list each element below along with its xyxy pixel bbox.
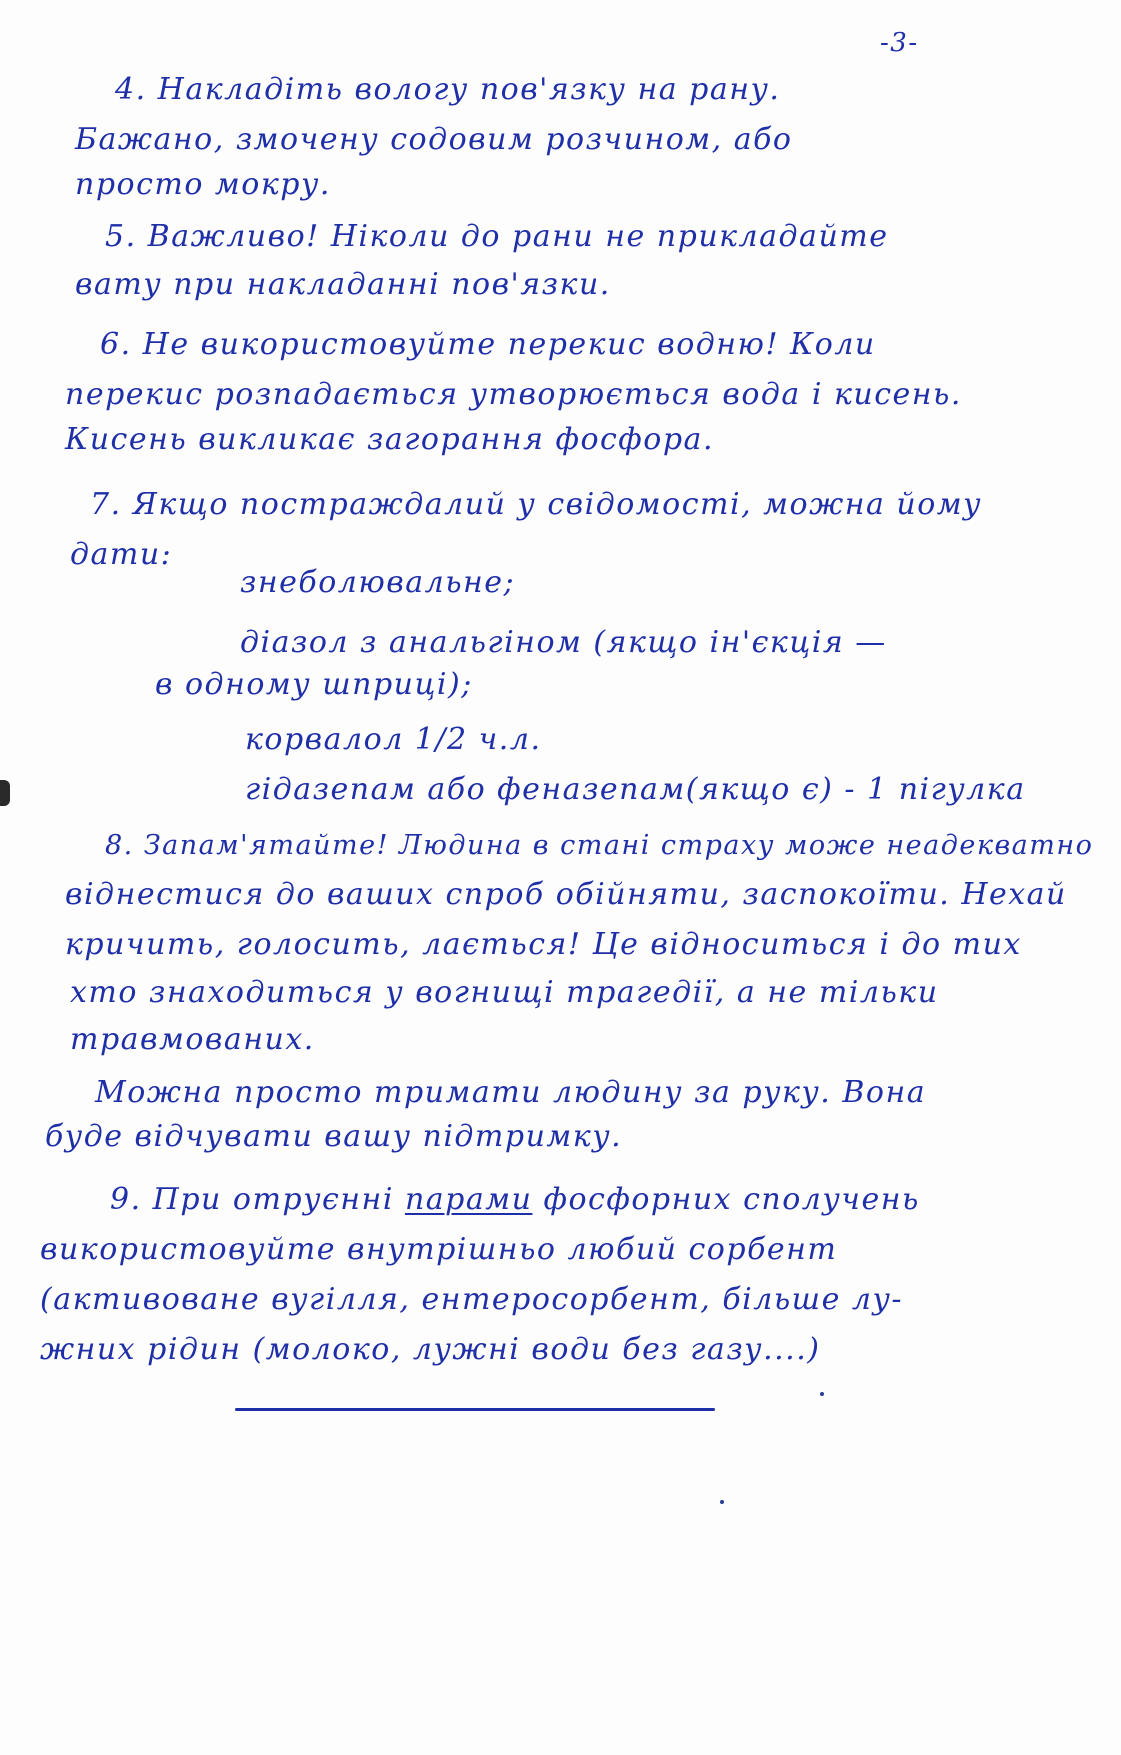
item-8-line-1: 8. Запам'ятайте! Людина в стані страху може неадекватно xyxy=(105,830,1094,861)
closing-underline xyxy=(235,1408,715,1411)
item-8-line-4: хто знаходиться у вогнищі трагедії, а не тільки xyxy=(70,975,939,1010)
item-6-line-2: перекис розпадається утворюється вода і кисень. xyxy=(65,377,962,412)
item-5-line-1: 5. Важливо! Ніколи до рани не прикладайте xyxy=(105,219,889,254)
item-8-line-2: віднестися до ваших спроб обійняти, заспокоїти. Нехай xyxy=(65,877,1067,912)
item-8-note-1: Можна просто тримати людину за руку. Вона xyxy=(95,1075,927,1110)
item-7-list-5: гідазепам або феназепам(якщо є) - 1 пігулка xyxy=(245,772,1026,807)
item-4-line-3: просто мокру. xyxy=(75,167,331,202)
item-7-line-2: дати: xyxy=(70,537,173,572)
page-number: -3- xyxy=(880,28,919,58)
item-4-line-2: Бажано, змочену содовим розчином, або xyxy=(75,122,793,157)
item-8-note-2: буде відчувати вашу підтримку. xyxy=(45,1119,623,1154)
ink-dot xyxy=(720,1500,724,1504)
item-7-line-1: 7. Якщо постраждалий у свідомості, можна йому xyxy=(90,487,983,522)
item-9-line-1-pre: 9. При отруєнні xyxy=(110,1182,405,1217)
item-9-line-3: (активоване вугілля, ентеросорбент, більше лу- xyxy=(40,1282,904,1317)
item-7-list-4: корвалол 1/2 ч.л. xyxy=(245,722,542,757)
item-7-list-1: знеболювальне; xyxy=(240,565,516,600)
item-9-line-4: жних рідин (молоко, лужні води без газу....) xyxy=(40,1332,821,1367)
item-9-underlined-word: парами xyxy=(404,1182,533,1217)
item-6-line-3: Кисень викликає загорання фосфора. xyxy=(65,422,714,457)
item-9-line-1 xyxy=(110,1182,920,1217)
item-7-list-3: в одному шприці); xyxy=(155,667,473,702)
binding-mark xyxy=(0,780,10,806)
item-5-line-2: вату при накладанні пов'язки. xyxy=(75,267,611,302)
item-8-line-5: травмованих. xyxy=(70,1022,315,1057)
ink-dot xyxy=(820,1392,824,1396)
item-9-line-2: використовуйте внутрішньо любий сорбент xyxy=(40,1232,838,1267)
item-8-line-3: кричить, голосить, лається! Це відноситься і до тих xyxy=(65,927,1022,962)
item-9-line-1-post: фосфорних сполучень xyxy=(532,1182,920,1217)
item-7-list-2: діазол з анальгіном (якщо ін'єкція — xyxy=(240,625,887,660)
item-4-line-1: 4. Накладіть вологу пов'язку на рану. xyxy=(115,72,781,107)
item-6-line-1: 6. Не використовуйте перекис водню! Коли xyxy=(100,327,876,362)
